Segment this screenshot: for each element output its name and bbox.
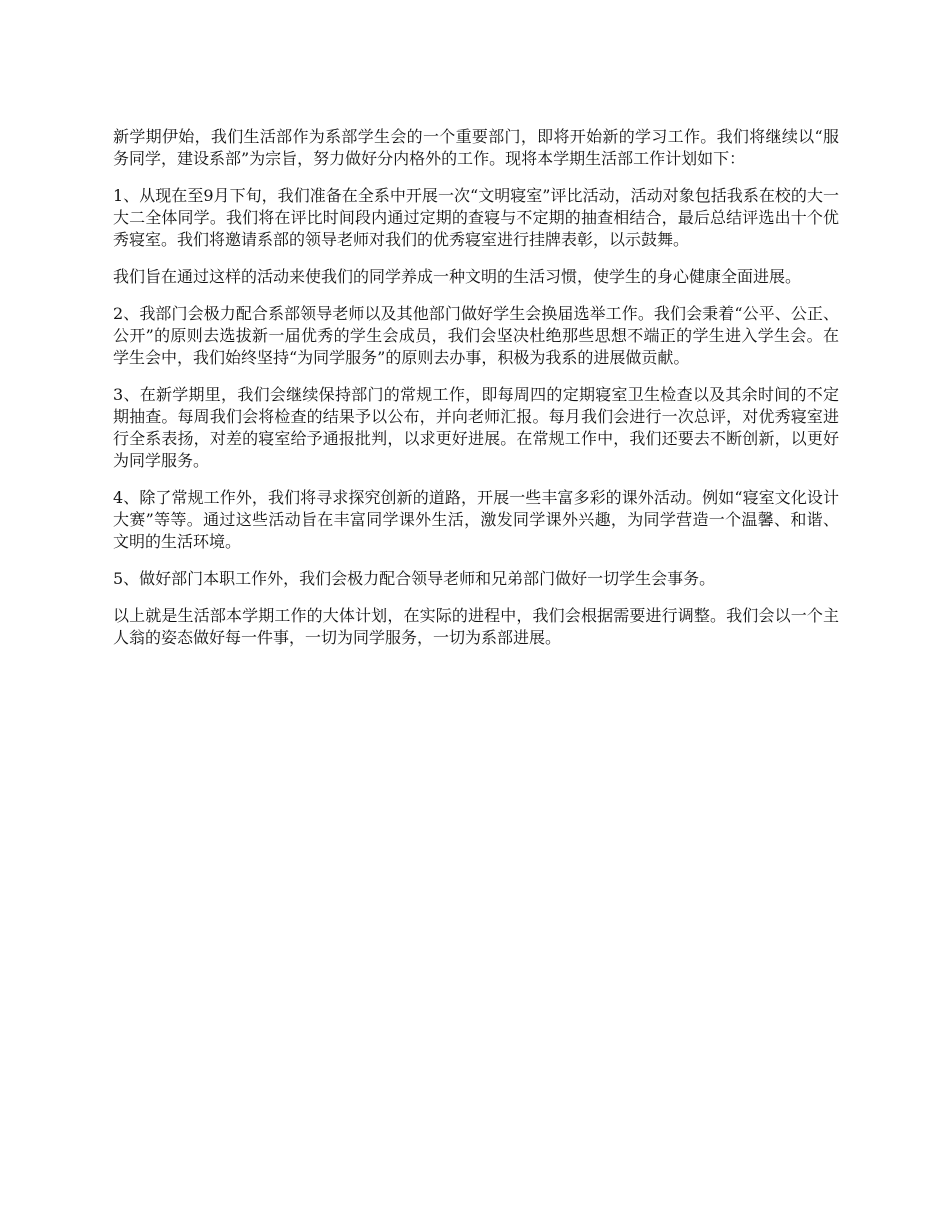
intro-paragraph: 新学期伊始，我们生活部作为系部学生会的一个重要部门，即将开始新的学习工作。我们将继续以“服务同学，建设系部”为宗旨，努力做好分内格外的工作。现将本学期生活部工作计划如下： [113,127,839,168]
plan-item-1-purpose-paragraph: 我们旨在通过这样的活动来使我们的同学养成一种文明的生活习惯，使学生的身心健康全面进展。 [113,267,802,286]
plan-item-5-paragraph: 5、做好部门本职工作外，我们会极力配合领导老师和兄弟部门做好一切学生会事务。 [113,569,716,588]
plan-item-2-paragraph: 2、我部门会极力配合系部领导老师以及其他部门做好学生会换届选举工作。我们会秉着“公平、公正、公开”的原则去选拔新一届优秀的学生会成员，我们会坚决杜绝那些思想不端正的学生进入学生会。在学生会中，我们始终坚持“为同学服务”的原则去办事，积极为我系的进展做贡献。 [113,304,839,367]
document-body [113,126,839,664]
closing-paragraph: 以上就是生活部本学期工作的大体计划，在实际的进程中，我们会根据需要进行调整。我们会以一个主人翁的姿态做好每一件事，一切为同学服务，一切为系部进展。 [113,606,839,647]
plan-item-3-paragraph: 3、在新学期里，我们会继续保持部门的常规工作，即每周四的定期寝室卫生检查以及其余时间的不定期抽查。每周我们会将检查的结果予以公布，并向老师汇报。每月我们会进行一次总评，对优秀寝室进行全系表扬，对差的寝室给予通报批判，以求更好进展。在常规工作中，我们还要去不断创新，以更好为同学服务。 [113,385,839,470]
plan-item-1-paragraph: 1、从现在至9月下旬，我们准备在全系中开展一次“文明寝室”评比活动，活动对象包括我系在校的大一大二全体同学。我们将在评比时间段内通过定期的查寝与不定期的抽查相结合，最后总结评选出十个优秀寝室。我们将邀请系部的领导老师对我们的优秀寝室进行挂牌表彰，以示鼓舞。 [113,186,839,249]
plan-item-4-paragraph: 4、除了常规工作外，我们将寻求探究创新的道路，开展一些丰富多彩的课外活动。例如“寝室文化设计大赛”等等。通过这些活动旨在丰富同学课外生活，激发同学课外兴趣，为同学营造一个温馨、和谐、文明的生活环境。 [113,488,839,551]
